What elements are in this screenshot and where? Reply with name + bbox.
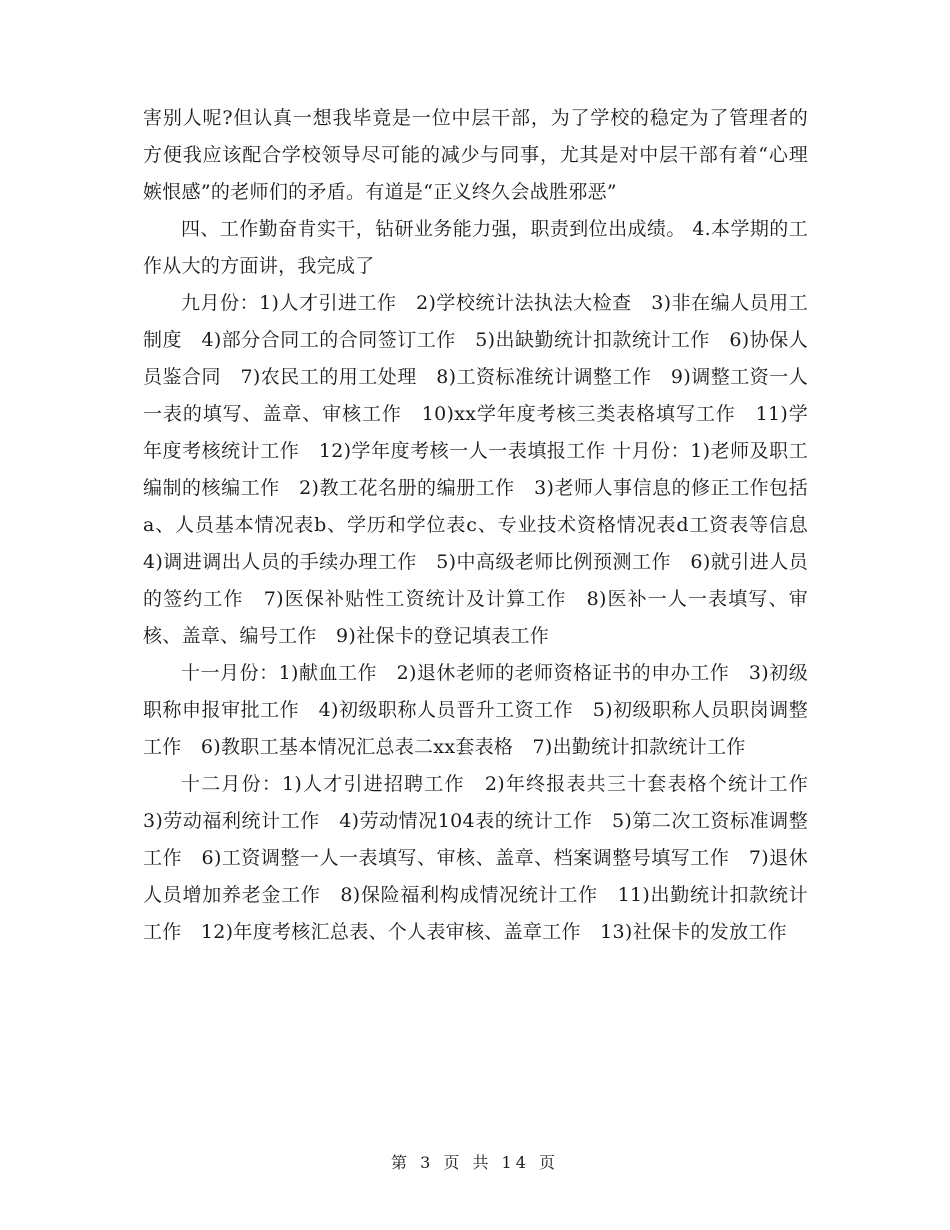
paragraph-section-four: 四、工作勤奋肯实干，钻研业务能力强，职责到位出成绩。 4.本学期的工作从大的方面讲，我完成了 xyxy=(143,218,808,277)
document-body xyxy=(143,100,828,951)
page-footer: 第 3 页 共 14 页 xyxy=(391,1153,559,1172)
paragraph-september-october: 九月份：1)人才引进工作 2)学校统计法执法大检查 3)非在编人员用工制度 4)部分合同工的合同签订工作 5)出缺勤统计扣款统计工作 6)协保人员鉴合同 7)农民工的用工处理 8)工资标准统计调整工作 9)调整工资一人一表的填写、盖章、审核工作 10)xx学年度考核三类表格填写工作 11)学年度考核统计工作 12)学年度考核一人一表填报工作 十月份：1)老师及职工编制的核编工作 2)教工花名册的编册工作 3)老师人事信息的修正工作包括a、人员基本情况表b、学历和学位表c、专业技术资格情况表d工资表等信息 4)调进调出人员的手续办理工作 5)中高级老师比例预测工作 6)就引进人员的签约工作 7)医保补贴性工资统计及计算工作 8)医补一人一表填写、审核、盖章、编号工作 9)社保卡的登记填表工作 xyxy=(143,292,828,647)
paragraph-continuation: 害别人呢?但认真一想我毕竟是一位中层干部，为了学校的稳定为了管理者的方便我应该配合学校领导尽可能的减少与同事，尤其是对中层干部有着“心理嫉恨感”的老师们的矛盾。有道是“正义终久会战胜邪恶” xyxy=(143,107,808,203)
paragraph-december: 十二月份：1)人才引进招聘工作 2)年终报表共三十套表格个统计工作 3)劳动福利统计工作 4)劳动情况104表的统计工作 5)第二次工资标准调整工作 6)工资调整一人一表填写、审核、盖章、档案调整号填写工作 7)退休人员增加养老金工作 8)保险福利构成情况统计工作 11)出勤统计扣款统计工作 12)年度考核汇总表、个人表审核、盖章工作 13)社保卡的发放工作 xyxy=(143,773,828,943)
paragraph-november: 十一月份：1)献血工作 2)退休老师的老师资格证书的申办工作 3)初级职称申报审批工作 4)初级职称人员晋升工资工作 5)初级职称人员职岗调整工作 6)教职工基本情况汇总表二xx套表格 7)出勤统计扣款统计工作 xyxy=(143,662,808,758)
